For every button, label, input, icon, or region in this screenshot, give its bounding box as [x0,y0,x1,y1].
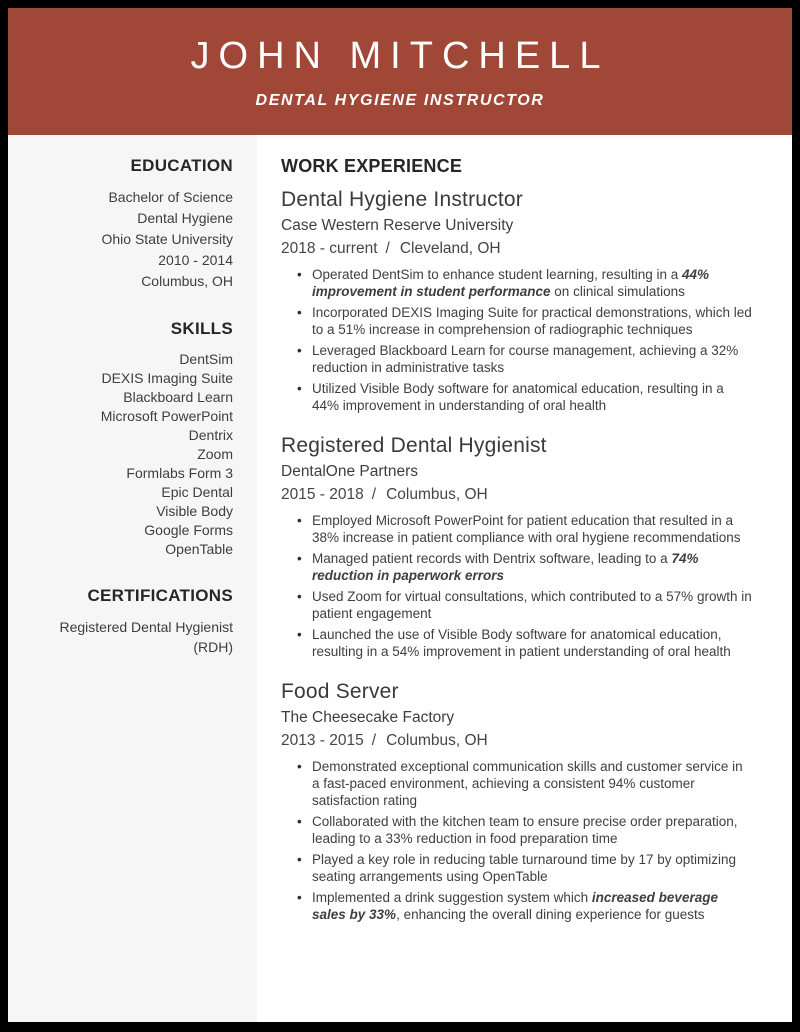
person-job-title: DENTAL HYGIENE INSTRUCTOR [255,92,545,109]
bullet-icon: • [297,852,302,867]
job-company: Case Western Reserve University [281,217,514,234]
bullet-icon: • [297,627,302,642]
certification-line: Registered Dental Hygienist (RDH) [59,619,233,655]
job-company: DentalOne Partners [281,463,418,480]
job-bullet [297,889,752,923]
bullet-icon: • [297,305,302,320]
bullet-highlight: increased beverage sales by 33% [312,890,718,922]
skill-item: Dentrix [188,427,233,443]
education-line: Dental Hygiene [137,210,233,226]
bullet-text [312,758,752,809]
bullet-icon: • [297,513,302,528]
skills-heading: SKILLS [170,319,233,338]
bullet-icon: • [297,343,302,358]
skill-item: Formlabs Form 3 [126,465,233,481]
skill-item: Microsoft PowerPoint [100,408,233,424]
bullet-text [312,550,752,584]
content-columns [8,135,792,1022]
job-location: Columbus, OH [386,486,488,503]
job-section [281,678,752,923]
bullet-segment: Used Zoom for virtual consultations, which contributed to a 57% growth in patient engagement [312,589,752,621]
job-bullets [281,512,752,660]
job-location: Columbus, OH [386,732,488,749]
bullet-text [312,588,752,622]
job-dateline [281,239,752,258]
job-bullet [297,342,752,376]
job-dates: 2015 - 2018 [281,486,364,503]
skill-item: Zoom [197,446,233,462]
header-banner [8,8,792,135]
bullet-text [312,626,752,660]
bullet-segment: Implemented a drink suggestion system which [312,890,592,905]
job-section [281,186,752,414]
bullet-text [312,889,752,923]
certification-lines [22,617,233,657]
skills-section [22,318,233,559]
bullet-segment: Played a key role in reducing table turnaround time by 17 by optimizing seating arrangements using OpenTable [312,852,736,884]
bullet-segment: , enhancing the overall dining experience for guests [396,907,705,922]
education-line: Ohio State University [101,231,233,247]
education-lines [22,187,233,292]
education-heading: EDUCATION [130,156,233,175]
skill-item: DentSim [179,351,233,367]
bullet-text [312,851,752,885]
bullet-segment: Collaborated with the kitchen team to ensure precise order preparation, leading to a 33% reduction in food preparation time [312,814,738,846]
job-dates: 2013 - 2015 [281,732,364,749]
work-experience-column [257,135,792,1022]
bullet-text [312,512,752,546]
bullet-segment: Managed patient records with Dentrix software, leading to a [312,551,672,566]
job-title: Dental Hygiene Instructor [281,188,523,211]
skill-item: Visible Body [156,503,233,519]
job-bullet [297,304,752,338]
job-bullet [297,851,752,885]
bullet-segment: Operated DentSim to enhance student learning, resulting in a [312,267,682,282]
job-bullets [281,758,752,923]
bullet-icon: • [297,814,302,829]
bullet-segment: Employed Microsoft PowerPoint for patient education that resulted in a 38% increase in patient compliance with oral hygiene recommendations [312,513,741,545]
job-section [281,432,752,660]
person-name: JOHN MITCHELL [190,35,610,77]
bullet-text [312,813,752,847]
job-title: Food Server [281,680,399,703]
certifications-heading: CERTIFICATIONS [87,586,233,605]
bullet-segment: on clinical simulations [550,284,685,299]
date-location-separator: / [385,240,390,257]
bullet-icon: • [297,381,302,396]
job-dateline [281,485,752,504]
job-bullet [297,266,752,300]
job-bullet [297,550,752,584]
bullet-text [312,304,752,338]
job-title: Registered Dental Hygienist [281,434,547,457]
skills-list [22,350,233,559]
bullet-segment: Incorporated DEXIS Imaging Suite for practical demonstrations, which led to a 51% increase in comprehension of radiographic techniques [312,305,752,337]
job-bullet [297,512,752,546]
job-dates: 2018 - current [281,240,378,257]
bullet-text [312,266,752,300]
job-bullet [297,626,752,660]
bullet-icon: • [297,551,302,566]
skill-item: Google Forms [144,522,233,538]
job-company: The Cheesecake Factory [281,709,455,726]
education-line: 2010 - 2014 [158,252,233,268]
bullet-segment: Demonstrated exceptional communication skills and customer service in a fast-paced environment, achieving a consistent 94% customer satisfaction rating [312,759,743,808]
job-bullet [297,588,752,622]
skill-item: Epic Dental [161,484,233,500]
skill-item: Blackboard Learn [123,389,233,405]
date-location-separator: / [371,486,377,503]
bullet-icon: • [297,759,302,774]
job-bullets [281,266,752,414]
skill-item: DEXIS Imaging Suite [101,370,233,386]
bullet-icon: • [297,589,302,604]
skill-item: OpenTable [165,541,233,557]
bullet-segment: Launched the use of Visible Body software for anatomical education, resulting in a 54% improvement in patient understanding of oral health [312,627,731,659]
bullet-icon: • [297,267,302,282]
education-line: Bachelor of Science [108,189,233,205]
jobs-list [281,186,752,923]
bullet-text [312,342,752,376]
work-experience-heading: WORK EXPERIENCE [281,156,463,176]
education-line: Columbus, OH [141,273,233,289]
bullet-icon: • [297,890,302,905]
job-location: Cleveland, OH [399,240,501,257]
job-bullet [297,380,752,414]
resume-inner [8,8,792,1022]
sidebar [8,135,257,1022]
date-location-separator: / [371,732,377,749]
education-section [22,155,233,292]
job-bullet [297,813,752,847]
bullet-highlight: 44% improvement in student performance [312,267,710,299]
bullet-segment: Leveraged Blackboard Learn for course management, achieving a 32% reduction in administrative tasks [312,343,739,375]
job-bullet [297,758,752,809]
bullet-highlight: 74% reduction in paperwork errors [312,551,699,583]
job-dateline [281,731,752,750]
bullet-segment: Utilized Visible Body software for anatomical education, resulting in a 44% improvement in understanding of oral health [312,381,724,413]
bullet-text [312,380,752,414]
certifications-section [22,585,233,657]
